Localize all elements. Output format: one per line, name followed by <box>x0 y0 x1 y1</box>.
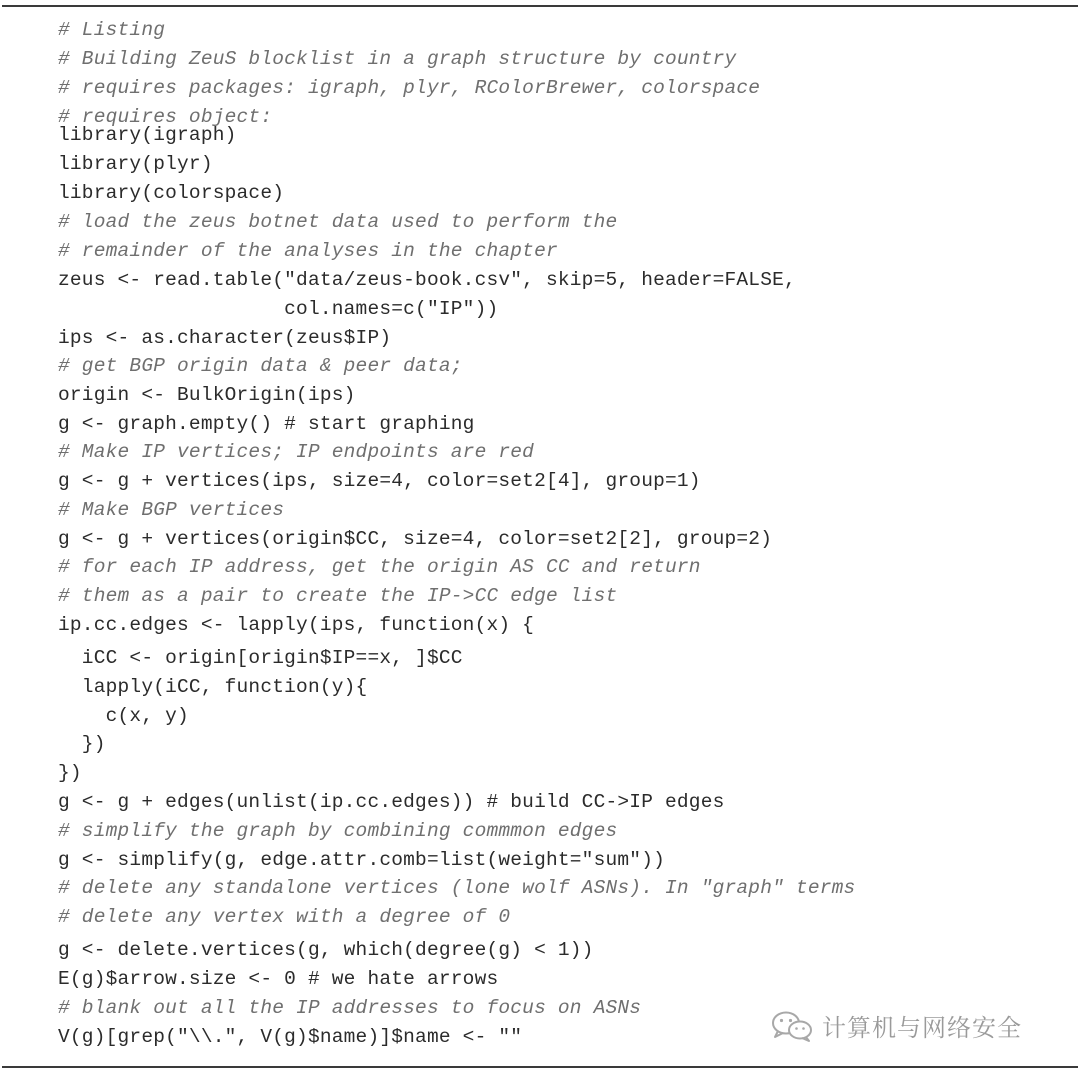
code-comment-line: # for each IP address, get the origin AS CC and return <box>58 556 701 578</box>
code-line: ips <- as.character(zeus$IP) <box>58 327 392 349</box>
code-comment-line: # remainder of the analyses in the chapter <box>58 240 558 262</box>
code-line: g <- g + edges(unlist(ip.cc.edges)) # build CC->IP edges <box>58 791 725 813</box>
code-line: c(x, y) <box>58 705 189 727</box>
bottom-rule <box>2 1066 1078 1068</box>
watermark-text: 计算机与网络安全 <box>822 1014 1022 1042</box>
code-comment-line: # blank out all the IP addresses to focus on ASNs <box>58 997 642 1019</box>
code-comment-line: # load the zeus botnet data used to perform the <box>58 211 618 233</box>
code-line: lapply(iCC, function(y){ <box>58 676 368 698</box>
code-line: g <- delete.vertices(g, which(degree(g) < 1)) <box>58 939 594 961</box>
code-comment-line: # get BGP origin data & peer data; <box>58 355 463 377</box>
code-line: col.names=c("IP")) <box>58 298 499 320</box>
code-line: E(g)$arrow.size <- 0 # we hate arrows <box>58 968 499 990</box>
code-line: g <- graph.empty() # start graphing <box>58 413 475 435</box>
code-line: V(g)[grep("\\.", V(g)$name)]$name <- "" <box>58 1026 523 1048</box>
code-comment-line: # requires packages: igraph, plyr, RColorBrewer, colorspace <box>58 77 761 99</box>
code-comment-line: # delete any standalone vertices (lone wolf ASNs). In "graph" terms <box>58 877 856 899</box>
code-line: g <- simplify(g, edge.attr.comb=list(weight="sum")) <box>58 849 665 871</box>
code-comment-line: # them as a pair to create the IP->CC edge list <box>58 585 618 607</box>
code-line: }) <box>58 733 106 755</box>
code-line: library(colorspace) <box>58 182 285 204</box>
code-comment-line: # Listing <box>58 19 166 41</box>
code-comment-line: # requires object: <box>58 106 273 128</box>
watermark <box>770 1008 1022 1043</box>
code-comment-line: # simplify the graph by combining commmon edges <box>58 820 618 842</box>
code-line: g <- g + vertices(origin$CC, size=4, color=set2[2], group=2) <box>58 528 773 550</box>
code-line: ip.cc.edges <- lapply(ips, function(x) { <box>58 614 535 636</box>
code-comment-line: # Building ZeuS blocklist in a graph structure by country <box>58 48 737 70</box>
code-line: }) <box>58 762 82 784</box>
code-line: iCC <- origin[origin$IP==x, ]$CC <box>58 647 463 669</box>
wechat-icon <box>770 1010 814 1042</box>
code-line: origin <- BulkOrigin(ips) <box>58 384 356 406</box>
code-comment-line: # delete any vertex with a degree of 0 <box>58 906 511 928</box>
code-comment-line: # Make IP vertices; IP endpoints are red <box>58 441 535 463</box>
code-line: zeus <- read.table("data/zeus-book.csv", skip=5, header=FALSE, <box>58 269 796 291</box>
code-line: library(igraph) <box>58 124 237 146</box>
code-comment-line: # Make BGP vertices <box>58 499 285 521</box>
code-line: library(plyr) <box>58 153 213 175</box>
code-line: g <- g + vertices(ips, size=4, color=set2[4], group=1) <box>58 470 701 492</box>
